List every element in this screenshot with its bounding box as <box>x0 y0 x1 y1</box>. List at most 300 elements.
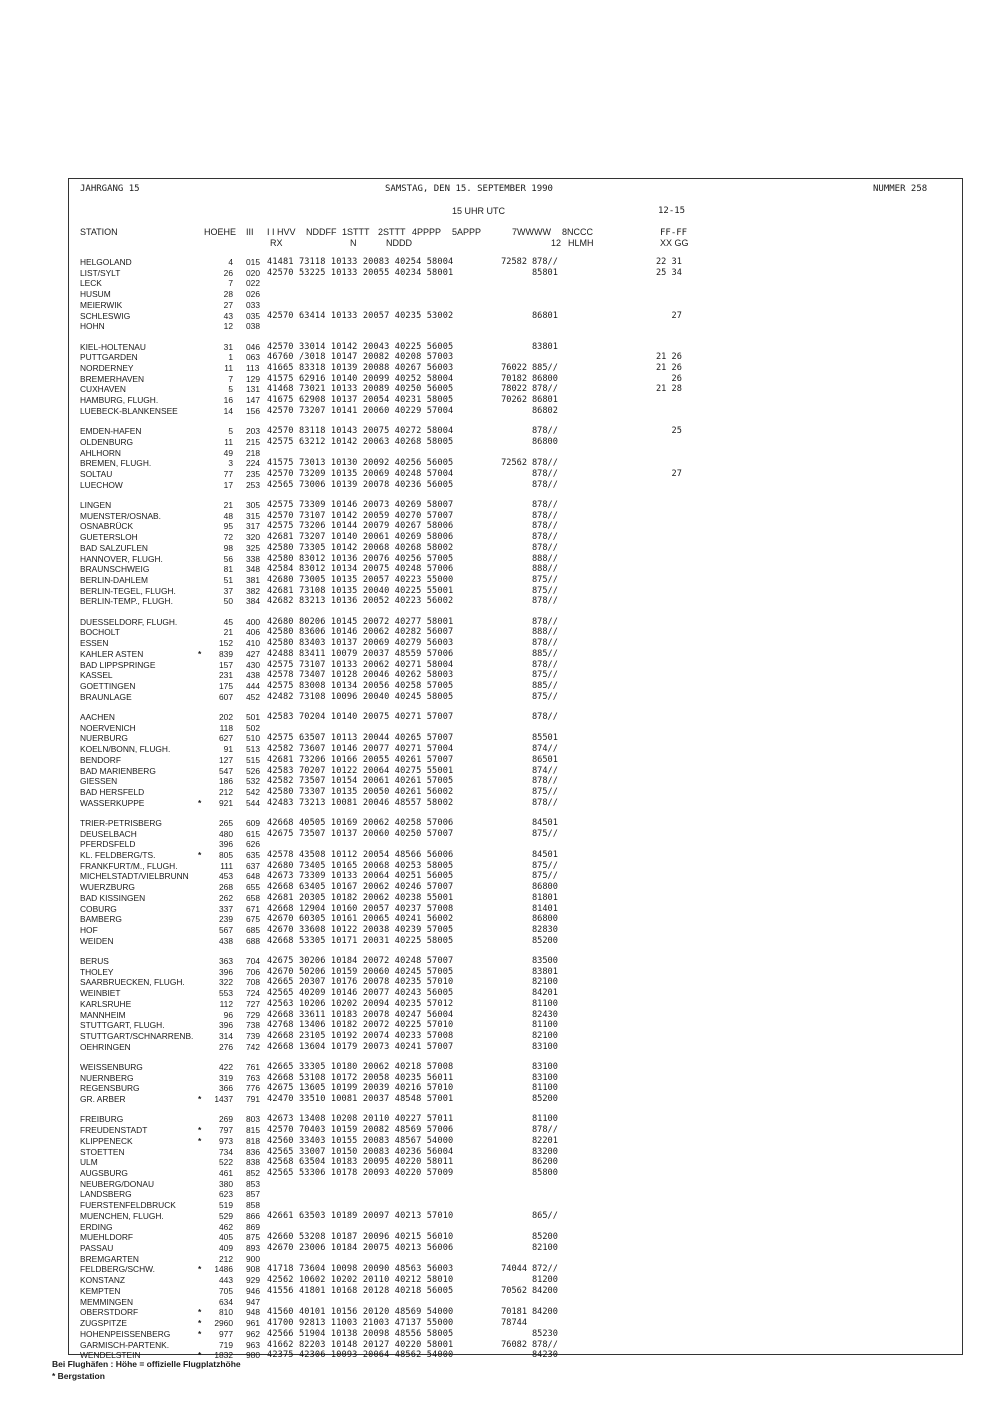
table-row <box>0 1189 1000 1200</box>
station-height: 21 <box>223 627 233 638</box>
station-name: SAARBRUECKEN, FLUGH. <box>80 977 185 988</box>
group-8nccc: 83801 <box>532 966 558 977</box>
station-height: 276 <box>219 1041 233 1052</box>
station-number: 410 <box>246 638 260 648</box>
synop-groups: 42565 53306 10178 20093 40220 57009 <box>267 1167 454 1178</box>
table-row <box>0 374 1000 385</box>
group-8nccc: 878// <box>532 542 558 553</box>
group-7wwww: 70181 <box>501 1307 527 1318</box>
mountain-station-marker: * <box>198 1125 202 1136</box>
group-8nccc: 81100 <box>532 1083 558 1094</box>
station-number: 046 <box>246 341 260 352</box>
station-name: OLDENBURG <box>80 436 134 447</box>
table-row <box>0 712 1000 723</box>
synop-groups: 42575 73206 10144 20079 40267 58006 <box>267 521 454 532</box>
group-8nccc: 878// <box>532 1125 558 1136</box>
station-height: 265 <box>219 817 233 828</box>
group-8nccc: 86800 <box>532 882 558 893</box>
station-number: 015 <box>246 257 260 267</box>
station-name: MICHELSTADT/VIELBRUNN <box>80 871 189 882</box>
station-number: 305 <box>246 499 260 510</box>
station-name: FREUDENSTADT <box>80 1125 148 1136</box>
mountain-station-marker: * <box>198 1328 202 1339</box>
issue-number: NUMMER 258 <box>873 184 928 194</box>
synop-groups: 42584 83012 10134 20075 40248 57006 <box>267 564 454 575</box>
station-height: 28 <box>223 289 233 300</box>
station-height: 719 <box>219 1339 233 1350</box>
station-height: 529 <box>219 1210 233 1221</box>
group-8nccc: 875// <box>532 786 558 797</box>
col-2sttt: 2STTT <box>378 227 406 237</box>
station-name: OEHRINGEN <box>80 1041 131 1052</box>
group-8nccc: 81100 <box>532 998 558 1009</box>
group-8nccc: 875// <box>532 871 558 882</box>
station-name: CUXHAVEN <box>80 384 126 395</box>
station-name: LIST/SYLT <box>80 267 121 278</box>
group-8nccc: 83100 <box>532 1062 558 1072</box>
station-name: BAD KISSINGEN <box>80 892 146 903</box>
col-n: N <box>350 238 357 248</box>
synop-groups: 42575 73107 10133 20062 40271 58004 <box>267 659 454 670</box>
table-row <box>0 627 1000 638</box>
station-name: NORDERNEY <box>80 363 134 373</box>
station-name: NUERNBERG <box>80 1072 134 1083</box>
station-name: BAD SALZUFLEN <box>80 542 148 553</box>
station-height: 567 <box>219 925 233 935</box>
station-name: MEIERWIK <box>80 299 123 310</box>
station-name: ESSEN <box>80 638 109 648</box>
table-row <box>0 1329 1000 1340</box>
table-row <box>0 278 1000 289</box>
station-name: GOETTINGEN <box>80 680 136 691</box>
station-name: HELGOLAND <box>80 257 132 267</box>
station-number: 893 <box>246 1243 260 1253</box>
station-name: GUETERSLOH <box>80 532 138 543</box>
table-row <box>0 1062 1000 1073</box>
station-height: 705 <box>219 1285 233 1296</box>
station-name: WEIDEN <box>80 935 114 946</box>
group-8nccc: 86800 <box>532 436 558 447</box>
station-name: LECK <box>80 278 102 289</box>
table-row <box>0 829 1000 840</box>
station-height: 31 <box>223 341 233 352</box>
station-height: 49 <box>223 447 233 458</box>
station-height: 175 <box>219 680 233 691</box>
station-name: FRANKFURT/M., FLUGH. <box>80 860 178 871</box>
synop-groups: 42681 73206 10166 20055 40261 57007 <box>267 754 454 765</box>
station-height: 262 <box>219 892 233 903</box>
station-name: HOHN <box>80 321 105 332</box>
station-height: 634 <box>219 1296 233 1307</box>
group-8nccc: 874// <box>532 744 558 754</box>
group-8nccc: 878// <box>532 1339 558 1350</box>
station-name: STUTTGART/SCHNARRENB. <box>80 1031 194 1041</box>
synop-groups: 42488 83411 10079 20037 48559 57006 <box>267 648 454 659</box>
station-name: KAHLER ASTEN <box>80 648 144 659</box>
station-name: HOF <box>80 925 98 935</box>
table-row <box>0 1179 1000 1190</box>
col-hlmh: HLMH <box>568 238 594 248</box>
station-name: WEISSENBURG <box>80 1062 143 1072</box>
synop-groups: 42680 73405 10165 20068 40253 58005 <box>267 860 454 871</box>
station-name: ULM <box>80 1157 98 1168</box>
group-8nccc: 878// <box>532 659 558 670</box>
station-number: 818 <box>246 1135 260 1146</box>
station-height: 81 <box>223 564 233 575</box>
synop-groups: 41575 73013 10130 20092 40256 56005 <box>267 458 454 469</box>
table-row <box>0 1318 1000 1329</box>
col-1sttt: 1STTT <box>342 227 370 237</box>
synop-groups: 42578 73407 10128 20046 40262 58003 <box>267 670 454 681</box>
station-height: 1486 <box>214 1264 233 1275</box>
station-name: BAD MARIENBERG <box>80 765 156 776</box>
synop-groups: 42668 53305 10171 20031 40225 58005 <box>267 935 454 946</box>
station-number: 382 <box>246 585 260 596</box>
table-row <box>0 925 1000 936</box>
group-8nccc: 875// <box>532 670 558 681</box>
station-number: 510 <box>246 733 260 744</box>
group-8nccc: 81100 <box>532 1020 558 1031</box>
station-number: 384 <box>246 596 260 607</box>
station-number: 853 <box>246 1178 260 1189</box>
station-height: 157 <box>219 659 233 670</box>
station-name: FUERSTENFELDBRUCK <box>80 1200 176 1211</box>
station-number: 317 <box>246 521 260 532</box>
station-number: 947 <box>246 1296 260 1307</box>
station-number: 063 <box>246 352 260 363</box>
synop-groups: 42670 50206 10159 20060 40245 57005 <box>267 966 454 977</box>
group-8nccc: 86801 <box>532 395 558 406</box>
group-8nccc: 86200 <box>532 1157 558 1168</box>
station-number: 526 <box>246 765 260 776</box>
group-7wwww: 78022 <box>501 384 527 395</box>
station-height: 453 <box>219 871 233 882</box>
col-12: 12 <box>551 238 562 248</box>
station-name: KARLSRUHE <box>80 998 132 1009</box>
station-number: 908 <box>246 1264 260 1275</box>
station-number: 742 <box>246 1041 260 1052</box>
station-height: 50 <box>223 596 233 607</box>
station-height: 366 <box>219 1083 233 1094</box>
synop-groups: 42582 73507 10154 20061 40261 57005 <box>267 776 454 787</box>
station-height: 112 <box>219 998 233 1009</box>
station-number: 685 <box>246 925 260 935</box>
table-row <box>0 798 1000 809</box>
gust-values: 21 26 <box>656 352 682 363</box>
group-8nccc: 82430 <box>532 1009 558 1020</box>
table-row <box>0 564 1000 575</box>
synop-groups: 42668 33611 10183 20078 40247 56004 <box>267 1009 454 1020</box>
station-number: 026 <box>246 289 260 300</box>
station-height: 152 <box>219 638 233 648</box>
group-8nccc: 82201 <box>532 1135 558 1146</box>
group-8nccc: 878// <box>532 458 558 469</box>
station-number: 704 <box>246 956 260 966</box>
group-8nccc: 82830 <box>532 925 558 935</box>
station-name: BAMBERG <box>80 914 122 925</box>
station-height: 111 <box>220 860 233 871</box>
table-row <box>0 1031 1000 1042</box>
table-row <box>0 521 1000 532</box>
station-height: 12 <box>223 321 233 332</box>
station-height: 839 <box>219 648 233 659</box>
group-7wwww: 70262 <box>501 395 527 406</box>
station-height: 186 <box>219 776 233 787</box>
group-8nccc: 82100 <box>532 1243 558 1253</box>
group-8nccc: 878// <box>532 797 558 808</box>
synop-groups: 42768 13406 10182 20072 40225 57010 <box>267 1020 454 1031</box>
table-row <box>0 311 1000 322</box>
col-8nccc: 8NCCC <box>562 227 594 237</box>
synop-groups: 42580 83606 10146 20062 40282 56007 <box>267 627 454 638</box>
synop-groups: 42565 40209 10146 20077 40243 56005 <box>267 988 454 999</box>
group-8nccc: 85230 <box>532 1328 558 1339</box>
station-name: DUESSELDORF, FLUGH. <box>80 616 178 627</box>
col-iii: III <box>246 227 254 237</box>
table-row <box>0 480 1000 491</box>
station-height: 27 <box>223 299 233 310</box>
table-row <box>0 1073 1000 1084</box>
station-name: WUERZBURG <box>80 882 135 893</box>
group-8nccc: 878// <box>532 711 558 722</box>
station-number: 038 <box>246 321 260 332</box>
station-name: TRIER-PETRISBERG <box>80 817 162 828</box>
group-7wwww: 76022 <box>501 363 527 373</box>
group-8nccc: 878// <box>532 469 558 479</box>
station-name: MUEHLDORF <box>80 1232 134 1243</box>
station-number: 980 <box>246 1350 260 1361</box>
station-number: 803 <box>246 1114 260 1125</box>
table-row <box>0 1254 1000 1265</box>
station-number: 675 <box>246 914 260 925</box>
table-row <box>0 692 1000 703</box>
group-7wwww: 72562 <box>501 458 527 469</box>
table-row <box>0 733 1000 744</box>
table-row <box>0 1243 1000 1254</box>
station-name: FELDBERG/SCHW. <box>80 1264 155 1275</box>
table-row <box>0 395 1000 406</box>
col-5appp: 5APPP <box>452 227 482 237</box>
period-label: 12-15 <box>658 206 686 216</box>
station-number: 858 <box>246 1200 260 1211</box>
station-name: BAD LIPPSPRINGE <box>80 659 156 670</box>
station-height: 72 <box>223 532 233 543</box>
station-number: 438 <box>246 670 260 681</box>
station-name: NEUBERG/DONAU <box>80 1178 154 1189</box>
station-number: 131 <box>246 384 260 395</box>
station-height: 45 <box>223 616 233 627</box>
group-8nccc: 86802 <box>532 405 558 416</box>
group-8nccc: 878// <box>532 596 558 607</box>
station-height: 269 <box>219 1114 233 1125</box>
table-row <box>0 300 1000 311</box>
table-row <box>0 1136 1000 1147</box>
station-height: 805 <box>219 850 233 860</box>
gust-values: 27 <box>656 469 682 479</box>
station-height: 405 <box>219 1232 233 1243</box>
table-row <box>0 1211 1000 1222</box>
table-row <box>0 596 1000 607</box>
group-8nccc: 85200 <box>532 1094 558 1105</box>
station-number: 501 <box>246 711 260 722</box>
station-name: GARMISCH-PARTENK. <box>80 1339 170 1350</box>
station-number: 648 <box>246 871 260 882</box>
group-8nccc: 888// <box>532 553 558 564</box>
synop-groups: 42673 13408 10208 20110 40227 57011 <box>267 1114 454 1125</box>
synop-groups: 42578 43508 10112 20054 48566 56006 <box>267 850 454 860</box>
synop-groups: 41662 82203 10148 20127 40220 58001 <box>267 1339 454 1350</box>
station-name: NUERBURG <box>80 733 128 744</box>
station-number: 513 <box>246 744 260 754</box>
table-row <box>0 660 1000 671</box>
synop-groups: 42680 80206 10145 20072 40277 58001 <box>267 616 454 627</box>
station-name: KLIPPENECK <box>80 1135 133 1146</box>
station-number: 962 <box>246 1328 260 1339</box>
station-name: ERDING <box>80 1221 113 1232</box>
group-7wwww: 70562 <box>501 1285 527 1296</box>
station-name: MANNHEIM <box>80 1009 126 1020</box>
table-row <box>0 893 1000 904</box>
station-height: 734 <box>219 1146 233 1157</box>
station-number: 113 <box>246 363 260 373</box>
station-height: 118 <box>219 722 233 733</box>
station-number: 033 <box>246 299 260 310</box>
group-8nccc: 83100 <box>532 1041 558 1052</box>
gust-values: 25 34 <box>656 267 682 278</box>
col-xxgg: XX GG <box>660 238 689 248</box>
table-row <box>0 1010 1000 1021</box>
group-8nccc: 875// <box>532 691 558 702</box>
station-name: MEMMINGEN <box>80 1296 134 1307</box>
table-row <box>0 268 1000 279</box>
table-row <box>0 617 1000 628</box>
synop-groups: 42570 83118 10143 20075 40272 58004 <box>267 426 454 437</box>
col-ffff: FF-FF <box>660 228 688 238</box>
station-height: 2960 <box>214 1318 233 1328</box>
station-number: 637 <box>246 860 260 871</box>
station-name: KL. FELDBERG/TS. <box>80 850 156 860</box>
synop-groups: 42575 83008 10134 20056 40258 57005 <box>267 680 454 691</box>
group-8nccc: 81801 <box>532 892 558 903</box>
table-row <box>0 839 1000 850</box>
station-number: 427 <box>246 648 260 659</box>
table-row <box>0 554 1000 565</box>
synop-groups: 42570 53225 10133 20055 40234 58001 <box>267 267 454 278</box>
station-height: 14 <box>223 405 233 416</box>
synop-groups: 42582 73607 10146 20077 40271 57004 <box>267 744 454 754</box>
synop-groups: 42575 63507 10113 20044 40265 57007 <box>267 733 454 744</box>
station-height: 973 <box>219 1135 233 1146</box>
station-name: BOCHOLT <box>80 627 120 638</box>
station-number: 948 <box>246 1307 260 1318</box>
synop-groups: 42570 63414 10133 20057 40235 53002 <box>267 310 454 321</box>
station-name: BENDORF <box>80 754 121 765</box>
station-height: 7 <box>228 278 233 289</box>
station-number: 381 <box>246 574 260 585</box>
group-8nccc: 82100 <box>532 1031 558 1041</box>
station-height: 607 <box>219 691 233 702</box>
station-name: HAMBURG, FLUGH. <box>80 395 159 406</box>
table-row <box>0 904 1000 915</box>
station-number: 615 <box>246 828 260 839</box>
table-row <box>0 988 1000 999</box>
group-8nccc: 86501 <box>532 754 558 765</box>
table-row <box>0 289 1000 300</box>
station-height: 627 <box>219 733 233 744</box>
station-number: 215 <box>246 436 260 447</box>
synop-groups: 42570 33014 10142 20043 40225 56005 <box>267 341 454 352</box>
station-height: 977 <box>219 1328 233 1339</box>
table-row <box>0 755 1000 766</box>
group-8nccc: 878// <box>532 521 558 532</box>
station-name: KEMPTEN <box>80 1285 121 1296</box>
synop-groups: 42670 60305 10161 20065 40241 56002 <box>267 914 454 925</box>
group-8nccc: 86800 <box>532 373 558 384</box>
station-name: BRAUNLAGE <box>80 691 132 702</box>
station-height: 422 <box>219 1062 233 1072</box>
station-name: HUSUM <box>80 289 111 300</box>
col-4pppp: 4PPPP <box>412 227 442 237</box>
gust-values: 27 <box>656 310 682 321</box>
station-height: 1 <box>228 352 233 363</box>
group-8nccc: 865// <box>532 1210 558 1221</box>
station-name: OSNABRÜCK <box>80 521 134 532</box>
group-8nccc: 878// <box>532 257 558 267</box>
group-8nccc: 875// <box>532 828 558 839</box>
station-number: 836 <box>246 1146 260 1157</box>
group-8nccc: 83200 <box>532 1146 558 1157</box>
synop-groups: 42681 73108 10135 20040 40225 55001 <box>267 585 454 596</box>
group-8nccc: 878// <box>532 479 558 490</box>
station-height: 95 <box>223 521 233 532</box>
station-height: 91 <box>223 744 233 754</box>
synop-groups: 42482 73108 10096 20040 40245 58005 <box>267 691 454 702</box>
group-8nccc: 878// <box>532 426 558 437</box>
synop-groups: 42665 33305 10180 20062 40218 57008 <box>267 1062 454 1072</box>
station-height: 547 <box>219 765 233 776</box>
station-number: 866 <box>246 1210 260 1221</box>
station-name: LANDSBERG <box>80 1189 132 1200</box>
table-row <box>0 363 1000 374</box>
station-name: BREMEN, FLUGH. <box>80 458 152 469</box>
table-row <box>0 437 1000 448</box>
station-number: 708 <box>246 977 260 988</box>
station-number: 452 <box>246 691 260 702</box>
report-time: 15 UHR UTC <box>452 206 506 216</box>
group-7wwww: 70182 <box>501 373 527 384</box>
mountain-station-marker: * <box>198 1135 202 1146</box>
table-row <box>0 342 1000 353</box>
group-8nccc: 85800 <box>532 1167 558 1178</box>
table-row <box>0 861 1000 872</box>
table-row <box>0 257 1000 268</box>
table-row <box>0 575 1000 586</box>
synop-groups: 42668 53108 10172 20058 40235 56011 <box>267 1072 454 1083</box>
synop-groups: 42680 73005 10135 20057 40223 55000 <box>267 574 454 585</box>
station-name: NOERVENICH <box>80 722 136 733</box>
synop-groups: 42570 73207 10141 20060 40229 57004 <box>267 405 454 416</box>
group-8nccc: 878// <box>532 776 558 787</box>
synop-groups: 41468 73021 10133 20089 40250 56005 <box>267 384 454 395</box>
group-7wwww: 74044 <box>501 1264 527 1275</box>
table-row <box>0 1083 1000 1094</box>
station-height: 337 <box>219 903 233 914</box>
station-number: 400 <box>246 616 260 627</box>
group-8nccc: 81200 <box>532 1275 558 1286</box>
station-number: 430 <box>246 659 260 670</box>
gust-values: 22 31 <box>656 257 682 267</box>
station-number: 542 <box>246 786 260 797</box>
